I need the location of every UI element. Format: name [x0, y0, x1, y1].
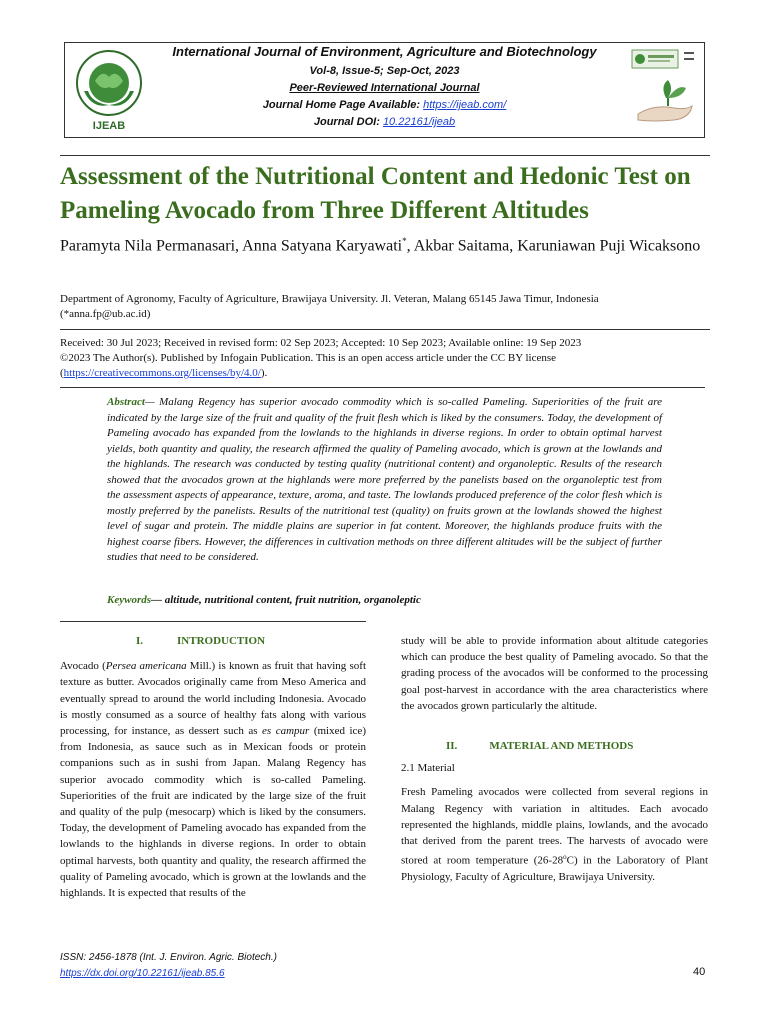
material-text-1: Fresh Pameling avocados were collected from several regions in Malang Regency with variation in altitudes. Each avocado represented the highlands, middle plains, lowlands, and the avocado that derived from the parent trees. The harvests of avocado were stored at room temperature (26-28: [401, 786, 708, 867]
intro-text-2: Mill.) is known as fruit that having soft texture as butter. Avocados originally came from Meso America and eventually spread to around the world including Indonesia. Avocado is mostly consumed as a source of healthy fats along with various processing, for instance, as dessert such as: [60, 660, 366, 738]
abstract: [107, 395, 662, 566]
affiliation-rule: [60, 329, 710, 330]
hand-plant-icon: [630, 48, 698, 128]
material-paragraph: [401, 784, 708, 885]
abstract-text: — Malang Regency has superior avocado commodity which is so-called Pameling. Superiorities of the fruit are indicated by the large size of the fruit and quality of the fruit flesh which is liked by the consumers. Today, the development of Pameling avocado has expanded from the lowlands to the highlands in diverse regions. In order to obtain optimal harvest yields, both quantity and quality, the research affirmed the quality of Pameling avocado, which is grown at the lowlands and the highlands. The research was conducted by testing quality (nutritional content) and organoleptic. Results of the research showed that the avocados grown at the highlands were more preferred by the panelists based on the organoleptic test from the assessment aspects of appearance, texture, aroma, and taste. The lowlands produced preference of the color flesh which is mostly preferred by the panelists. Results of the nutritional test (quality) on fruits grown at the lowlands showed the highest level of sugar and protein. The middle plains are superior in fat content. Moreover, the highlands produce fruits with the highest coarse fibers. However, the differences in cultivation methods on three different altitudes will be the subject of further studies that need to be considered.: [107, 396, 662, 563]
doi-link[interactable]: 10.22161/ijeab: [382, 116, 456, 128]
intro-text-3: (mixed ice) from Indonesia, as sauce such as in Mexican foods or protein companions such as in sushi from Japan. Malang Regency has superior avocado commodity which is so-called Pameling. Superiorities of the fruit are indicated by the large size of the fruit and quality of the pulp (mesocarp) which is liked by the consumers. Today, the development of Pameling avocado has expanded from the lowlands to the highlands in diverse regions. In order to obtain optimal harvests, both quantity and quality, the research affirmed the quality of Pameling avocado, which is grown at the lowlands and the highlands. It is expected that results of the: [60, 725, 366, 900]
intro-text-1: Avocado (: [60, 660, 106, 673]
page-number: 40: [693, 966, 706, 978]
left-column: [60, 633, 366, 901]
affiliation: [60, 292, 720, 322]
material-text-2: C) in the Laboratory of Plant Physiology, Faculty of Agriculture, Brawijaya University.: [401, 854, 709, 884]
abstract-top-rule: [60, 387, 705, 388]
journal-volume: Vol-8, Issue-5; Sep-Oct, 2023: [309, 65, 460, 77]
svg-text:IJEAB: IJEAB: [92, 120, 126, 132]
peer-reviewed-label: Peer-Reviewed International Journal: [289, 82, 480, 94]
doi-line: [64, 114, 705, 131]
copyright-line: ©2023 The Author(s). Published by Infogain Publication. This is an open access article under the CC BY license: [60, 352, 557, 364]
authors-rest: , Akbar Saitama, Karuniawan Puji Wicaksono: [406, 237, 701, 255]
abstract-label: Abstract: [107, 396, 145, 408]
article-title: Assessment of the Nutritional Content and Hedonic Test on Pameling Avocado from Three Different Altitudes: [60, 163, 691, 224]
section-title: INTRODUCTION: [177, 635, 266, 647]
author-list: [60, 231, 720, 256]
journal-name: International Journal of Environment, Agriculture and Biotechnology: [172, 44, 597, 59]
introduction-paragraph: [60, 658, 366, 901]
keywords: [107, 594, 667, 606]
section-title: MATERIAL AND METHODS: [489, 740, 634, 753]
subsection-heading-material: 2.1 Material: [401, 762, 455, 775]
section-heading-methods: [401, 738, 708, 754]
body-left-rule: [60, 621, 366, 622]
homepage-line: [64, 97, 705, 114]
license-line: (https://creativecommons.org/licenses/by/4.0/).: [60, 367, 268, 379]
corresponding-mark: *: [402, 236, 407, 246]
section-number: II.: [446, 740, 458, 753]
homepage-label: Journal Home Page Available:: [262, 99, 424, 111]
issn-line: ISSN: 2456-1878 (Int. J. Environ. Agric. Biotech.): [60, 952, 277, 963]
degree-sup: o: [563, 853, 567, 862]
contact-email: (*anna.fp@ub.ac.id): [60, 308, 151, 320]
right-column: [401, 633, 708, 885]
affiliation-address: Department of Agronomy, Faculty of Agriculture, Brawijaya University. Jl. Veteran, Malang 65145 Jawa Timur, Indonesia: [60, 293, 599, 305]
header-rule: [60, 155, 710, 156]
authors-first: Paramyta Nila Permanasari, Anna Satyana Karyawati: [60, 237, 403, 255]
license-link[interactable]: https://creativecommons.org/licenses/by/4.0/: [63, 367, 261, 379]
species-name: Persea americana: [105, 660, 187, 673]
journal-header: [64, 44, 705, 131]
introduction-continued: study will be able to provide information about altitude categories which can produce the best quality of Pameling avocado. So that the grading process of the avocados will be conformed to the processing goal post-harvest in accordance with the area characteristics where the avocados grown particularly the altitude.: [401, 635, 708, 712]
dates-line: Received: 30 Jul 2023; Received in revised form: 02 Sep 2023; Accepted: 10 Sep 2023; Available online: 19 Sep 2023: [60, 337, 582, 349]
keywords-text: — altitude, nutritional content, fruit nutrition, organoleptic: [151, 594, 421, 606]
article-doi-link[interactable]: https://dx.doi.org/10.22161/ijeab.85.6: [60, 968, 225, 979]
article-history: [60, 336, 720, 381]
dessert-name: es campur: [262, 725, 310, 738]
keywords-label: Keywords: [107, 594, 151, 606]
homepage-link[interactable]: https://ijeab.com/: [423, 99, 507, 111]
doi-label: Journal DOI:: [313, 116, 383, 128]
section-number: I.: [136, 635, 144, 647]
page-footer: [60, 950, 277, 982]
section-heading-introduction: [60, 633, 366, 649]
